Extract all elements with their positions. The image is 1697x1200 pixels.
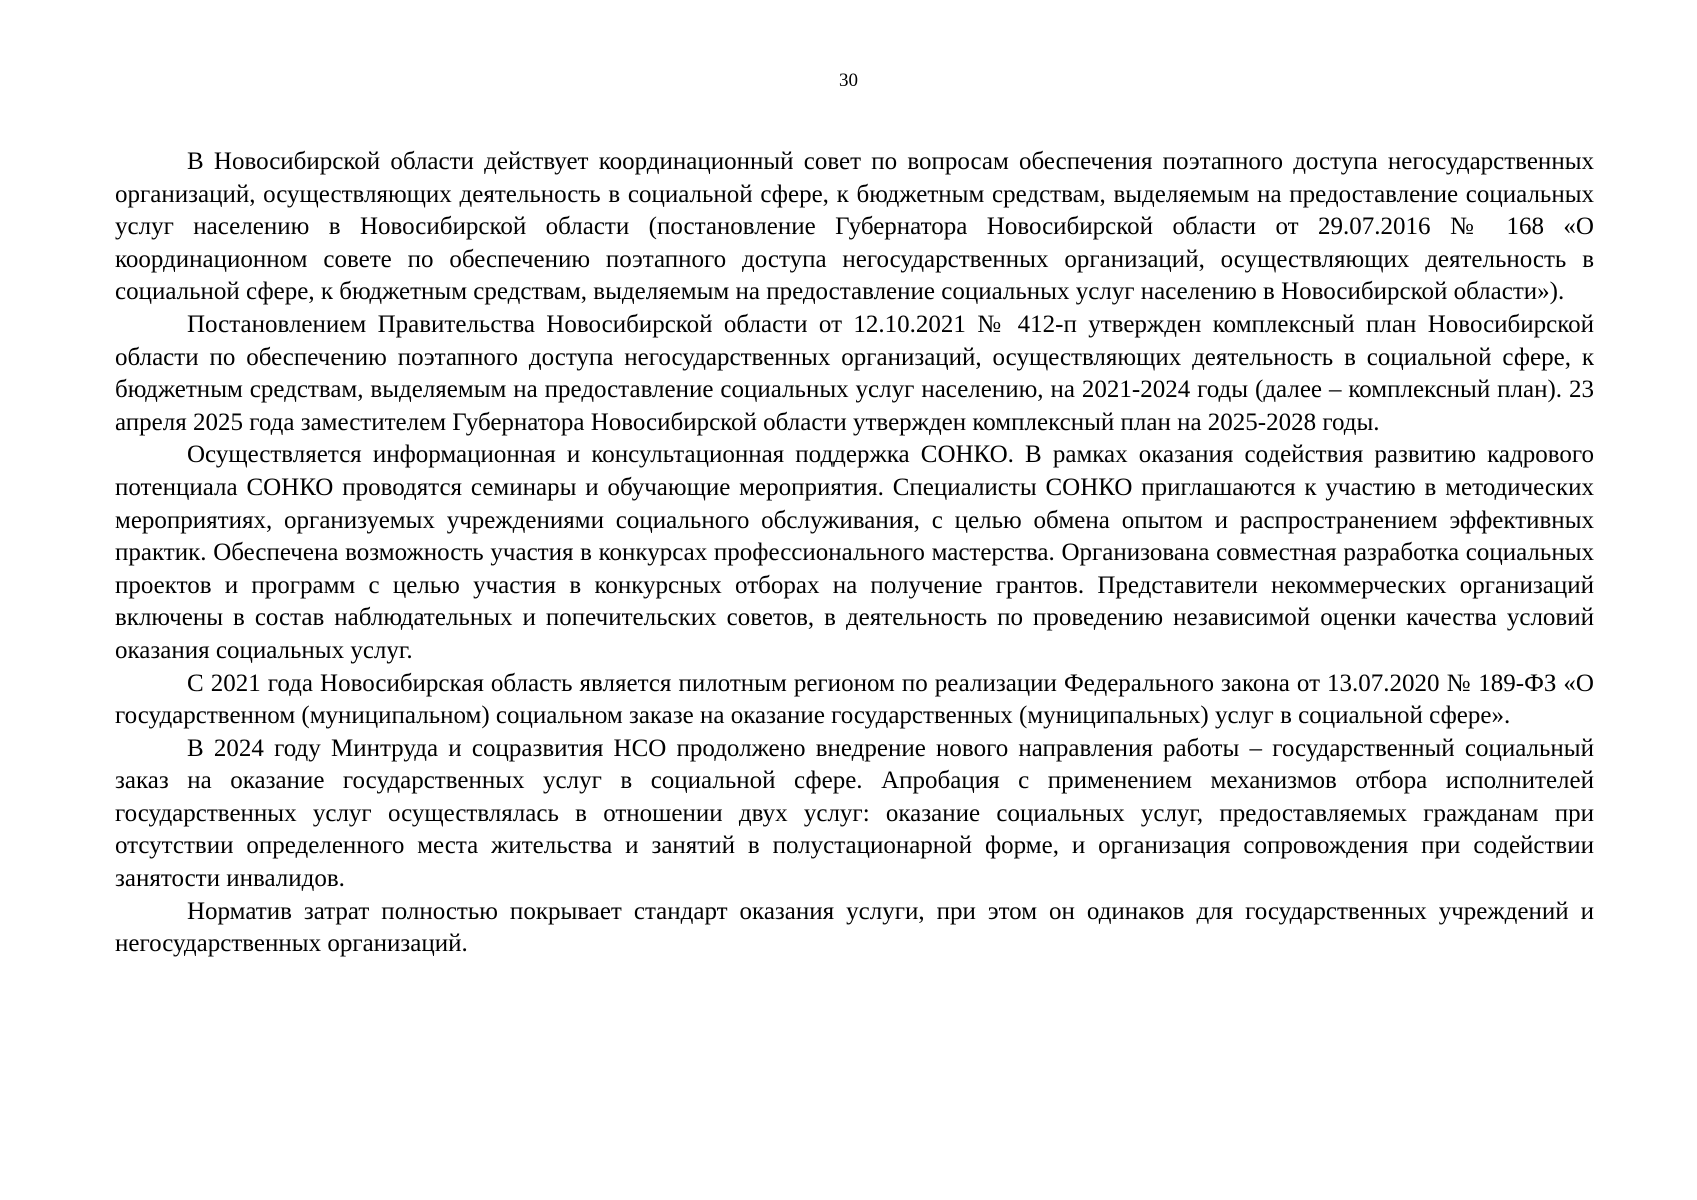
paragraph-coordination-council: В Новосибирской области действует координационный совет по вопросам обеспечения поэтапного доступа негосударственных организаций, осуществляющих деятельность в социальной сфере, к бюджетным средствам, выделяемым на предоставление социальных услуг населению в Новосибирской области (постановление Губернатора Новосибирской области от 29.07.2016 № 168 «О координационном совете по обеспечению поэтапного доступа негосударственных организаций, осуществляющих деятельность в социальной сфере, к бюджетным средствам, выделяемым на предоставление социальных услуг населению в Новосибирской области»). [115,148,1594,306]
paragraph-sonko-support: Осуществляется информационная и консультационная поддержка СОНКО. В рамках оказания содействия развитию кадрового потенциала СОНКО проводятся семинары и обучающие мероприятия. Специалисты СОНКО приглашаются к участию в методических мероприятиях, организуемых учреждениями социального обслуживания, с целью обмена опытом и распространением эффективных практик. Обеспечена возможность участия в конкурсах профессионального мастерства. Организована совместная разработка социальных проектов и программ с целью участия в конкурсных отборах на получение грантов. Представители некоммерческих организаций включены в состав наблюдательных и попечительских советов, в деятельность по проведению независимой оценки качества условий оказания социальных услуг. [115,441,1594,664]
page-number: 30 [839,70,858,91]
paragraph-comprehensive-plan: Постановлением Правительства Новосибирской области от 12.10.2021 № 412-п утвержден комплексный план Новосибирской области по обеспечению поэтапного доступа негосударственных организаций, осуществляющих деятельность в социальной сфере, к бюджетным средствам, выделяемым на предоставление социальных услуг населению, на 2021-2024 годы (далее – комплексный план). 23 апреля 2025 года заместителем Губернатора Новосибирской области утвержден комплексный план на 2025-2028 годы. [115,310,1594,436]
paragraph-pilot-region: С 2021 года Новосибирская область является пилотным регионом по реализации Федерального закона от 13.07.2020 № 189-ФЗ «О государственном (муниципальном) социальном заказе на оказание государственных (муниципальных) услуг в социальной сфере». [115,669,1594,730]
document-body [115,146,1594,961]
paragraph-social-order-2024: В 2024 году Минтруда и соцразвития НСО продолжено внедрение нового направления работы – государственный социальный заказ на оказание государственных услуг в социальной сфере. Апробация с применением механизмов отбора исполнителей государственных услуг осуществлялась в отношении двух услуг: оказание социальных услуг, предоставляемых гражданам при отсутствии определенного места жительства и занятий в полустационарной форме, и организация сопровождения при содействии занятости инвалидов. [115,734,1594,893]
paragraph-cost-standard: Норматив затрат полностью покрывает стандарт оказания услуги, при этом он одинаков для государственных учреждений и негосударственных организаций. [115,897,1594,958]
